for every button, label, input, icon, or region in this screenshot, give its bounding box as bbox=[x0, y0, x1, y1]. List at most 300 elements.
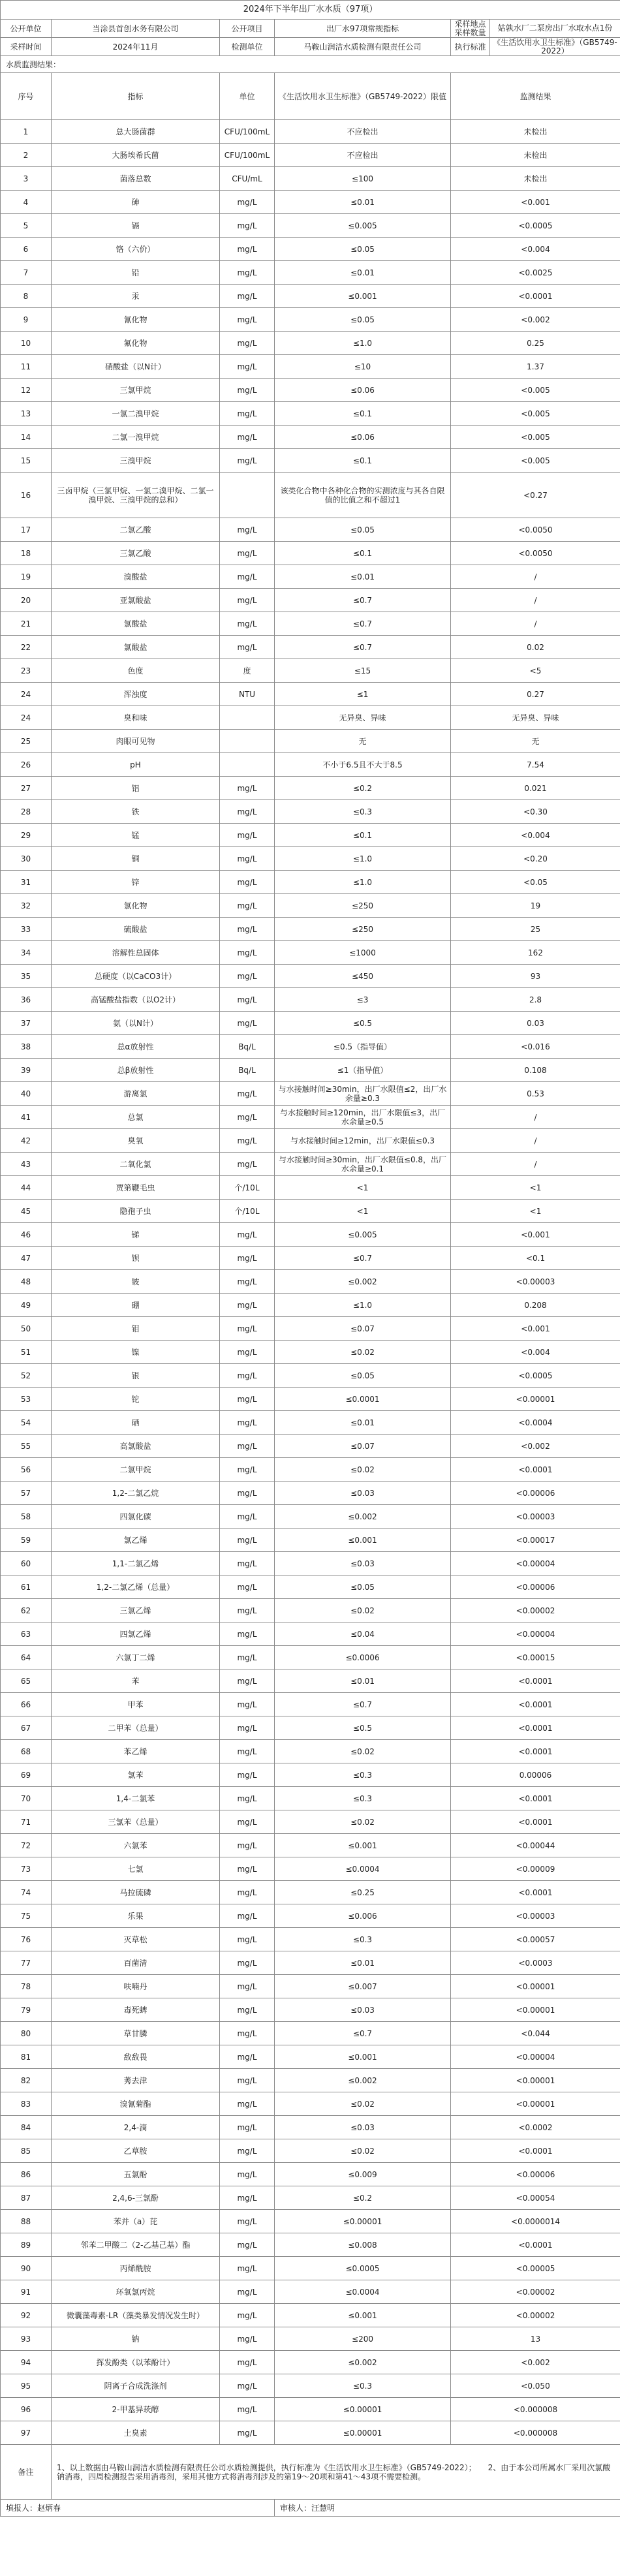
row-no: 47 bbox=[1, 1247, 52, 1270]
row-result: / bbox=[451, 1129, 620, 1153]
row-limit: ≤250 bbox=[275, 894, 451, 918]
row-result: <0.001 bbox=[451, 1317, 620, 1341]
row-result: <0.00003 bbox=[451, 1904, 620, 1928]
row-limit: ≤0.5 bbox=[275, 1012, 451, 1035]
row-result: <0.00003 bbox=[451, 1270, 620, 1294]
row-limit: ≤0.3 bbox=[275, 2374, 451, 2398]
table-row bbox=[1, 2398, 620, 2421]
row-no: 63 bbox=[1, 1622, 52, 1646]
table-row bbox=[1, 1857, 620, 1881]
row-limit: ≤0.005 bbox=[275, 214, 451, 238]
row-indicator: 钼 bbox=[52, 1317, 220, 1341]
row-indicator: 六氯苯 bbox=[52, 1834, 220, 1857]
row-no: 83 bbox=[1, 2092, 52, 2116]
row-result: 13 bbox=[451, 2327, 620, 2351]
row-no: 16 bbox=[1, 473, 52, 518]
row-result: <0.0001 bbox=[451, 2233, 620, 2257]
row-no: 14 bbox=[1, 426, 52, 449]
row-no: 44 bbox=[1, 1176, 52, 1200]
row-unit: mg/L bbox=[220, 2374, 275, 2398]
row-unit: mg/L bbox=[220, 1787, 275, 1810]
table-row bbox=[1, 2233, 620, 2257]
row-no: 94 bbox=[1, 2351, 52, 2374]
row-unit: mg/L bbox=[220, 426, 275, 449]
row-unit: mg/L bbox=[220, 941, 275, 965]
row-limit: <1 bbox=[275, 1176, 451, 1200]
row-unit: mg/L bbox=[220, 965, 275, 988]
row-no: 74 bbox=[1, 1881, 52, 1904]
standard-value: 《生活饮用水卫生标准》（GB5749-2022） bbox=[490, 38, 620, 56]
row-result: <0.004 bbox=[451, 824, 620, 847]
row-limit: 与水接触时间≥30min，出厂水限值≤2，出厂水余量≥0.3 bbox=[275, 1082, 451, 1106]
row-result: <0.005 bbox=[451, 426, 620, 449]
row-indicator: 1,1-二氯乙烯 bbox=[52, 1552, 220, 1575]
table-row bbox=[1, 449, 620, 473]
row-no: 90 bbox=[1, 2257, 52, 2280]
row-result: <0.00001 bbox=[451, 1998, 620, 2022]
row-indicator: 氨（以N计） bbox=[52, 1012, 220, 1035]
row-unit: mg/L bbox=[220, 2327, 275, 2351]
row-no: 15 bbox=[1, 449, 52, 473]
row-no: 64 bbox=[1, 1646, 52, 1669]
row-indicator: 贾第鞭毛虫 bbox=[52, 1176, 220, 1200]
row-unit: mg/L bbox=[220, 2186, 275, 2210]
table-row bbox=[1, 1435, 620, 1458]
row-no: 76 bbox=[1, 1928, 52, 1951]
row-result: <0.00006 bbox=[451, 1575, 620, 1599]
table-row bbox=[1, 1505, 620, 1529]
row-indicator: 铁 bbox=[52, 800, 220, 824]
row-indicator: 硼 bbox=[52, 1294, 220, 1317]
table-row bbox=[1, 1270, 620, 1294]
table-row bbox=[1, 847, 620, 871]
row-no: 54 bbox=[1, 1411, 52, 1435]
row-unit: mg/L bbox=[220, 1740, 275, 1763]
row-limit: ≤0.2 bbox=[275, 777, 451, 800]
row-indicator: 马拉硫磷 bbox=[52, 1881, 220, 1904]
table-row bbox=[1, 1082, 620, 1106]
row-limit: ≤0.7 bbox=[275, 2022, 451, 2045]
row-result: / bbox=[451, 565, 620, 589]
row-unit: mg/L bbox=[220, 1458, 275, 1482]
row-no: 22 bbox=[1, 636, 52, 659]
row-unit: mg/L bbox=[220, 1857, 275, 1881]
row-result: 未检出 bbox=[451, 167, 620, 191]
table-row bbox=[1, 871, 620, 894]
row-no: 72 bbox=[1, 1834, 52, 1857]
table-row bbox=[1, 1928, 620, 1951]
row-result: 1.37 bbox=[451, 355, 620, 379]
row-unit: CFU/100mL bbox=[220, 120, 275, 144]
row-no: 79 bbox=[1, 1998, 52, 2022]
table-row bbox=[1, 2116, 620, 2139]
row-indicator: 苯并（a）芘 bbox=[52, 2210, 220, 2233]
row-limit: <1 bbox=[275, 1200, 451, 1223]
row-indicator: 臭和味 bbox=[52, 706, 220, 730]
row-limit: ≤1.0 bbox=[275, 871, 451, 894]
row-result: 无异臭、异味 bbox=[451, 706, 620, 730]
row-result: <0.004 bbox=[451, 238, 620, 261]
row-no: 19 bbox=[1, 565, 52, 589]
row-unit: CFU/mL bbox=[220, 167, 275, 191]
table-row bbox=[1, 2304, 620, 2327]
row-indicator: 丙烯酰胺 bbox=[52, 2257, 220, 2280]
row-no: 7 bbox=[1, 261, 52, 285]
row-unit: mg/L bbox=[220, 1834, 275, 1857]
row-limit: ≤0.001 bbox=[275, 1834, 451, 1857]
testing-unit-label: 检测单位 bbox=[220, 38, 275, 56]
row-result: <0.004 bbox=[451, 1341, 620, 1364]
row-unit: mg/L bbox=[220, 1622, 275, 1646]
row-unit: mg/L bbox=[220, 308, 275, 332]
row-limit: ≤0.03 bbox=[275, 1482, 451, 1505]
table-row bbox=[1, 1529, 620, 1552]
row-no: 21 bbox=[1, 612, 52, 636]
row-indicator: 苯 bbox=[52, 1669, 220, 1693]
row-unit: mg/L bbox=[220, 1106, 275, 1129]
row-result: 162 bbox=[451, 941, 620, 965]
row-unit: mg/L bbox=[220, 871, 275, 894]
row-result: <0.00005 bbox=[451, 2257, 620, 2280]
table-row bbox=[1, 1106, 620, 1129]
row-limit: ≤0.5 bbox=[275, 1716, 451, 1740]
row-limit: ≤0.02 bbox=[275, 1740, 451, 1763]
table-row bbox=[1, 2257, 620, 2280]
row-unit: mg/L bbox=[220, 2210, 275, 2233]
row-indicator: 高氯酸盐 bbox=[52, 1435, 220, 1458]
row-result: <5 bbox=[451, 659, 620, 683]
row-limit: ≤0.005 bbox=[275, 1223, 451, 1247]
row-unit: mg/L bbox=[220, 2069, 275, 2092]
table-row bbox=[1, 1247, 620, 1270]
row-indicator: 三氯乙烯 bbox=[52, 1599, 220, 1622]
row-unit: mg/L bbox=[220, 332, 275, 355]
row-result: 未检出 bbox=[451, 144, 620, 167]
row-limit: ≤0.002 bbox=[275, 2351, 451, 2374]
row-no: 42 bbox=[1, 1129, 52, 1153]
row-no: 86 bbox=[1, 2163, 52, 2186]
row-limit: ≤0.007 bbox=[275, 1975, 451, 1998]
table-row bbox=[1, 800, 620, 824]
row-limit: ≤0.7 bbox=[275, 1247, 451, 1270]
row-limit: ≤0.009 bbox=[275, 2163, 451, 2186]
row-unit: mg/L bbox=[220, 2421, 275, 2445]
sampling-time-label: 采样时间 bbox=[1, 38, 52, 56]
row-result: <0.00004 bbox=[451, 1552, 620, 1575]
row-indicator: 三氯乙酸 bbox=[52, 542, 220, 565]
row-indicator: 硒 bbox=[52, 1411, 220, 1435]
row-indicator: 呋喃丹 bbox=[52, 1975, 220, 1998]
row-no: 92 bbox=[1, 2304, 52, 2327]
row-result: <0.00006 bbox=[451, 2163, 620, 2186]
project-label: 公开项目 bbox=[220, 20, 275, 38]
row-limit: ≤0.05 bbox=[275, 1364, 451, 1388]
row-limit: ≤0.01 bbox=[275, 1669, 451, 1693]
row-indicator: 砷 bbox=[52, 191, 220, 214]
row-indicator: 灭草松 bbox=[52, 1928, 220, 1951]
row-indicator: 氯酸盐 bbox=[52, 612, 220, 636]
row-limit: ≤0.07 bbox=[275, 1317, 451, 1341]
row-limit: ≤0.04 bbox=[275, 1622, 451, 1646]
table-row bbox=[1, 2421, 620, 2445]
row-unit: mg/L bbox=[220, 1505, 275, 1529]
table-row bbox=[1, 2351, 620, 2374]
table-row bbox=[1, 918, 620, 941]
table-row bbox=[1, 1012, 620, 1035]
row-limit: ≤0.1 bbox=[275, 542, 451, 565]
row-limit: ≤0.0006 bbox=[275, 1646, 451, 1669]
row-result: <0.00054 bbox=[451, 2186, 620, 2210]
row-limit: ≤15 bbox=[275, 659, 451, 683]
row-result: <0.00003 bbox=[451, 1505, 620, 1529]
row-unit: mg/L bbox=[220, 1998, 275, 2022]
row-unit bbox=[220, 730, 275, 753]
row-unit: mg/L bbox=[220, 2351, 275, 2374]
table-row bbox=[1, 1622, 620, 1646]
row-result: 0.108 bbox=[451, 1059, 620, 1082]
header-limit: 《生活饮用水卫生标准》（GB5749-2022）限值 bbox=[275, 73, 451, 120]
row-indicator: 铝 bbox=[52, 777, 220, 800]
row-limit: ≤0.03 bbox=[275, 1552, 451, 1575]
row-result: <0.1 bbox=[451, 1247, 620, 1270]
row-indicator: 大肠埃希氏菌 bbox=[52, 144, 220, 167]
row-result: <0.016 bbox=[451, 1035, 620, 1059]
row-result: / bbox=[451, 1153, 620, 1176]
row-indicator: 二甲苯（总量） bbox=[52, 1716, 220, 1740]
row-no: 52 bbox=[1, 1364, 52, 1388]
row-no: 24 bbox=[1, 683, 52, 706]
row-no: 41 bbox=[1, 1106, 52, 1129]
row-limit: ≤0.3 bbox=[275, 1928, 451, 1951]
table-row bbox=[1, 1951, 620, 1975]
row-no: 4 bbox=[1, 191, 52, 214]
row-result: / bbox=[451, 1106, 620, 1129]
row-limit: ≤0.7 bbox=[275, 636, 451, 659]
header-unit: 单位 bbox=[220, 73, 275, 120]
table-row bbox=[1, 1129, 620, 1153]
preparer-cell bbox=[1, 2500, 275, 2517]
row-unit: mg/L bbox=[220, 542, 275, 565]
row-unit: mg/L bbox=[220, 988, 275, 1012]
row-unit: mg/L bbox=[220, 2092, 275, 2116]
row-result: <0.0000014 bbox=[451, 2210, 620, 2233]
row-limit: ≤1（指导值） bbox=[275, 1059, 451, 1082]
row-result: <0.005 bbox=[451, 379, 620, 402]
row-result: 0.208 bbox=[451, 1294, 620, 1317]
table-row bbox=[1, 1059, 620, 1082]
row-no: 1 bbox=[1, 120, 52, 144]
row-no: 31 bbox=[1, 871, 52, 894]
row-limit: ≤0.01 bbox=[275, 1951, 451, 1975]
row-no: 91 bbox=[1, 2280, 52, 2304]
table-row bbox=[1, 1294, 620, 1317]
row-limit: ≤100 bbox=[275, 167, 451, 191]
row-no: 12 bbox=[1, 379, 52, 402]
row-indicator: 一氯二溴甲烷 bbox=[52, 402, 220, 426]
row-unit: mg/L bbox=[220, 1482, 275, 1505]
row-result: <0.005 bbox=[451, 449, 620, 473]
row-no: 82 bbox=[1, 2069, 52, 2092]
row-limit: 与水接触时间≥30min，出厂水限值≤0.8，出厂水余量≥0.1 bbox=[275, 1153, 451, 1176]
row-limit: ≤0.006 bbox=[275, 1904, 451, 1928]
row-indicator: 草甘膦 bbox=[52, 2022, 220, 2045]
row-unit bbox=[220, 706, 275, 730]
row-indicator: 三溴甲烷 bbox=[52, 449, 220, 473]
row-indicator: 总硬度（以CaCO3计） bbox=[52, 965, 220, 988]
row-limit: ≤0.0004 bbox=[275, 1857, 451, 1881]
row-no: 8 bbox=[1, 285, 52, 308]
row-unit: mg/L bbox=[220, 1810, 275, 1834]
row-no: 2 bbox=[1, 144, 52, 167]
row-indicator: 游离氯 bbox=[52, 1082, 220, 1106]
table-row bbox=[1, 1975, 620, 1998]
table-row bbox=[1, 308, 620, 332]
row-unit: Bq/L bbox=[220, 1059, 275, 1082]
row-result: <0.0003 bbox=[451, 1951, 620, 1975]
row-limit: ≤0.05 bbox=[275, 518, 451, 542]
row-limit: 不应检出 bbox=[275, 144, 451, 167]
row-indicator: 莠去津 bbox=[52, 2069, 220, 2092]
row-limit: ≤0.05 bbox=[275, 1575, 451, 1599]
row-no: 60 bbox=[1, 1552, 52, 1575]
reviewer-name: 汪慧明 bbox=[311, 2503, 335, 2513]
table-row bbox=[1, 355, 620, 379]
row-no: 89 bbox=[1, 2233, 52, 2257]
row-indicator: 乐果 bbox=[52, 1904, 220, 1928]
table-row bbox=[1, 824, 620, 847]
row-unit: mg/L bbox=[220, 1693, 275, 1716]
row-result: <0.00001 bbox=[451, 2092, 620, 2116]
row-indicator: 菌落总数 bbox=[52, 167, 220, 191]
row-indicator: pH bbox=[52, 753, 220, 777]
row-limit: ≤250 bbox=[275, 918, 451, 941]
row-indicator: 二氯一溴甲烷 bbox=[52, 426, 220, 449]
row-limit: ≤0.06 bbox=[275, 426, 451, 449]
row-indicator: 苯乙烯 bbox=[52, 1740, 220, 1763]
row-no: 56 bbox=[1, 1458, 52, 1482]
table-row bbox=[1, 1716, 620, 1740]
row-unit: mg/L bbox=[220, 2304, 275, 2327]
row-indicator: 2,4-滴 bbox=[52, 2116, 220, 2139]
row-limit: ≤0.0005 bbox=[275, 2257, 451, 2280]
row-unit: mg/L bbox=[220, 1364, 275, 1388]
table-row bbox=[1, 753, 620, 777]
row-unit bbox=[220, 753, 275, 777]
row-indicator: 总氯 bbox=[52, 1106, 220, 1129]
row-no: 27 bbox=[1, 777, 52, 800]
row-result: <0.0001 bbox=[451, 2139, 620, 2163]
row-limit: ≤1.0 bbox=[275, 847, 451, 871]
row-no: 53 bbox=[1, 1388, 52, 1411]
row-no: 87 bbox=[1, 2186, 52, 2210]
row-limit: ≤0.3 bbox=[275, 800, 451, 824]
table-row bbox=[1, 636, 620, 659]
notes-text: 1、以上数据由马鞍山润洁水质检测有限责任公司水质检测提供，执行标准为《生活饮用水卫生标准》（GB5749-2022）； 2、由于本公司所属水厂采用次氯酸钠消毒，四周检测报告采用消毒剂，采用其他方式将消毒剂涉及的第19～20项和第41～43项不需要检测。 bbox=[52, 2445, 620, 2500]
row-no: 46 bbox=[1, 1223, 52, 1247]
row-unit: mg/L bbox=[220, 1129, 275, 1153]
row-no: 51 bbox=[1, 1341, 52, 1364]
row-unit: mg/L bbox=[220, 355, 275, 379]
row-no: 33 bbox=[1, 918, 52, 941]
table-row bbox=[1, 2374, 620, 2398]
row-no: 5 bbox=[1, 214, 52, 238]
row-indicator: 百菌清 bbox=[52, 1951, 220, 1975]
row-limit: ≤0.7 bbox=[275, 589, 451, 612]
table-row bbox=[1, 1317, 620, 1341]
table-row bbox=[1, 1411, 620, 1435]
row-result: <0.00004 bbox=[451, 1622, 620, 1646]
row-limit: ≤0.5（指导值） bbox=[275, 1035, 451, 1059]
row-result: <0.00002 bbox=[451, 2280, 620, 2304]
row-result: <0.002 bbox=[451, 308, 620, 332]
row-indicator: 锰 bbox=[52, 824, 220, 847]
signature-row bbox=[1, 2500, 620, 2517]
row-limit: ≤0.06 bbox=[275, 379, 451, 402]
row-unit: 个/10L bbox=[220, 1200, 275, 1223]
row-indicator: 铜 bbox=[52, 847, 220, 871]
table-row bbox=[1, 1176, 620, 1200]
row-indicator: 三氯苯（总量） bbox=[52, 1810, 220, 1834]
row-unit: mg/L bbox=[220, 261, 275, 285]
table-row bbox=[1, 167, 620, 191]
row-indicator: 氯酸盐 bbox=[52, 636, 220, 659]
row-result: / bbox=[451, 589, 620, 612]
row-no: 36 bbox=[1, 988, 52, 1012]
row-no: 57 bbox=[1, 1482, 52, 1505]
row-result: 0.53 bbox=[451, 1082, 620, 1106]
table-row bbox=[1, 965, 620, 988]
row-limit: ≤0.03 bbox=[275, 2116, 451, 2139]
row-result: <0.00044 bbox=[451, 1834, 620, 1857]
report-title-row bbox=[1, 1, 620, 20]
row-indicator: 硝酸盐（以N计） bbox=[52, 355, 220, 379]
row-result: <0.0001 bbox=[451, 1716, 620, 1740]
row-unit: mg/L bbox=[220, 1153, 275, 1176]
table-row bbox=[1, 2069, 620, 2092]
row-result: <0.0001 bbox=[451, 1787, 620, 1810]
row-result: <0.00017 bbox=[451, 1529, 620, 1552]
row-unit: NTU bbox=[220, 683, 275, 706]
row-unit: mg/L bbox=[220, 379, 275, 402]
row-result: <0.00001 bbox=[451, 1975, 620, 1998]
row-no: 81 bbox=[1, 2045, 52, 2069]
row-limit: ≤0.03 bbox=[275, 1998, 451, 2022]
row-no: 35 bbox=[1, 965, 52, 988]
row-indicator: 色度 bbox=[52, 659, 220, 683]
table-row bbox=[1, 1575, 620, 1599]
row-result: <0.00001 bbox=[451, 2069, 620, 2092]
row-indicator: 2-甲基异莰醇 bbox=[52, 2398, 220, 2421]
row-indicator: 乙草胺 bbox=[52, 2139, 220, 2163]
table-row bbox=[1, 1599, 620, 1622]
row-no: 84 bbox=[1, 2116, 52, 2139]
row-indicator: 臭氧 bbox=[52, 1129, 220, 1153]
table-row bbox=[1, 1200, 620, 1223]
row-no: 50 bbox=[1, 1317, 52, 1341]
row-result: <0.0001 bbox=[451, 1458, 620, 1482]
row-indicator: 环氧氯丙烷 bbox=[52, 2280, 220, 2304]
row-indicator: 氯化物 bbox=[52, 894, 220, 918]
row-result: 93 bbox=[451, 965, 620, 988]
row-result: <0.002 bbox=[451, 2351, 620, 2374]
preparer-label: 填报人： bbox=[6, 2503, 38, 2513]
table-row bbox=[1, 683, 620, 706]
row-limit: ≤0.25 bbox=[275, 1881, 451, 1904]
row-indicator: 阴离子合成洗涤剂 bbox=[52, 2374, 220, 2398]
row-limit: ≤0.02 bbox=[275, 2139, 451, 2163]
row-unit: mg/L bbox=[220, 191, 275, 214]
row-indicator: 铊 bbox=[52, 1388, 220, 1411]
